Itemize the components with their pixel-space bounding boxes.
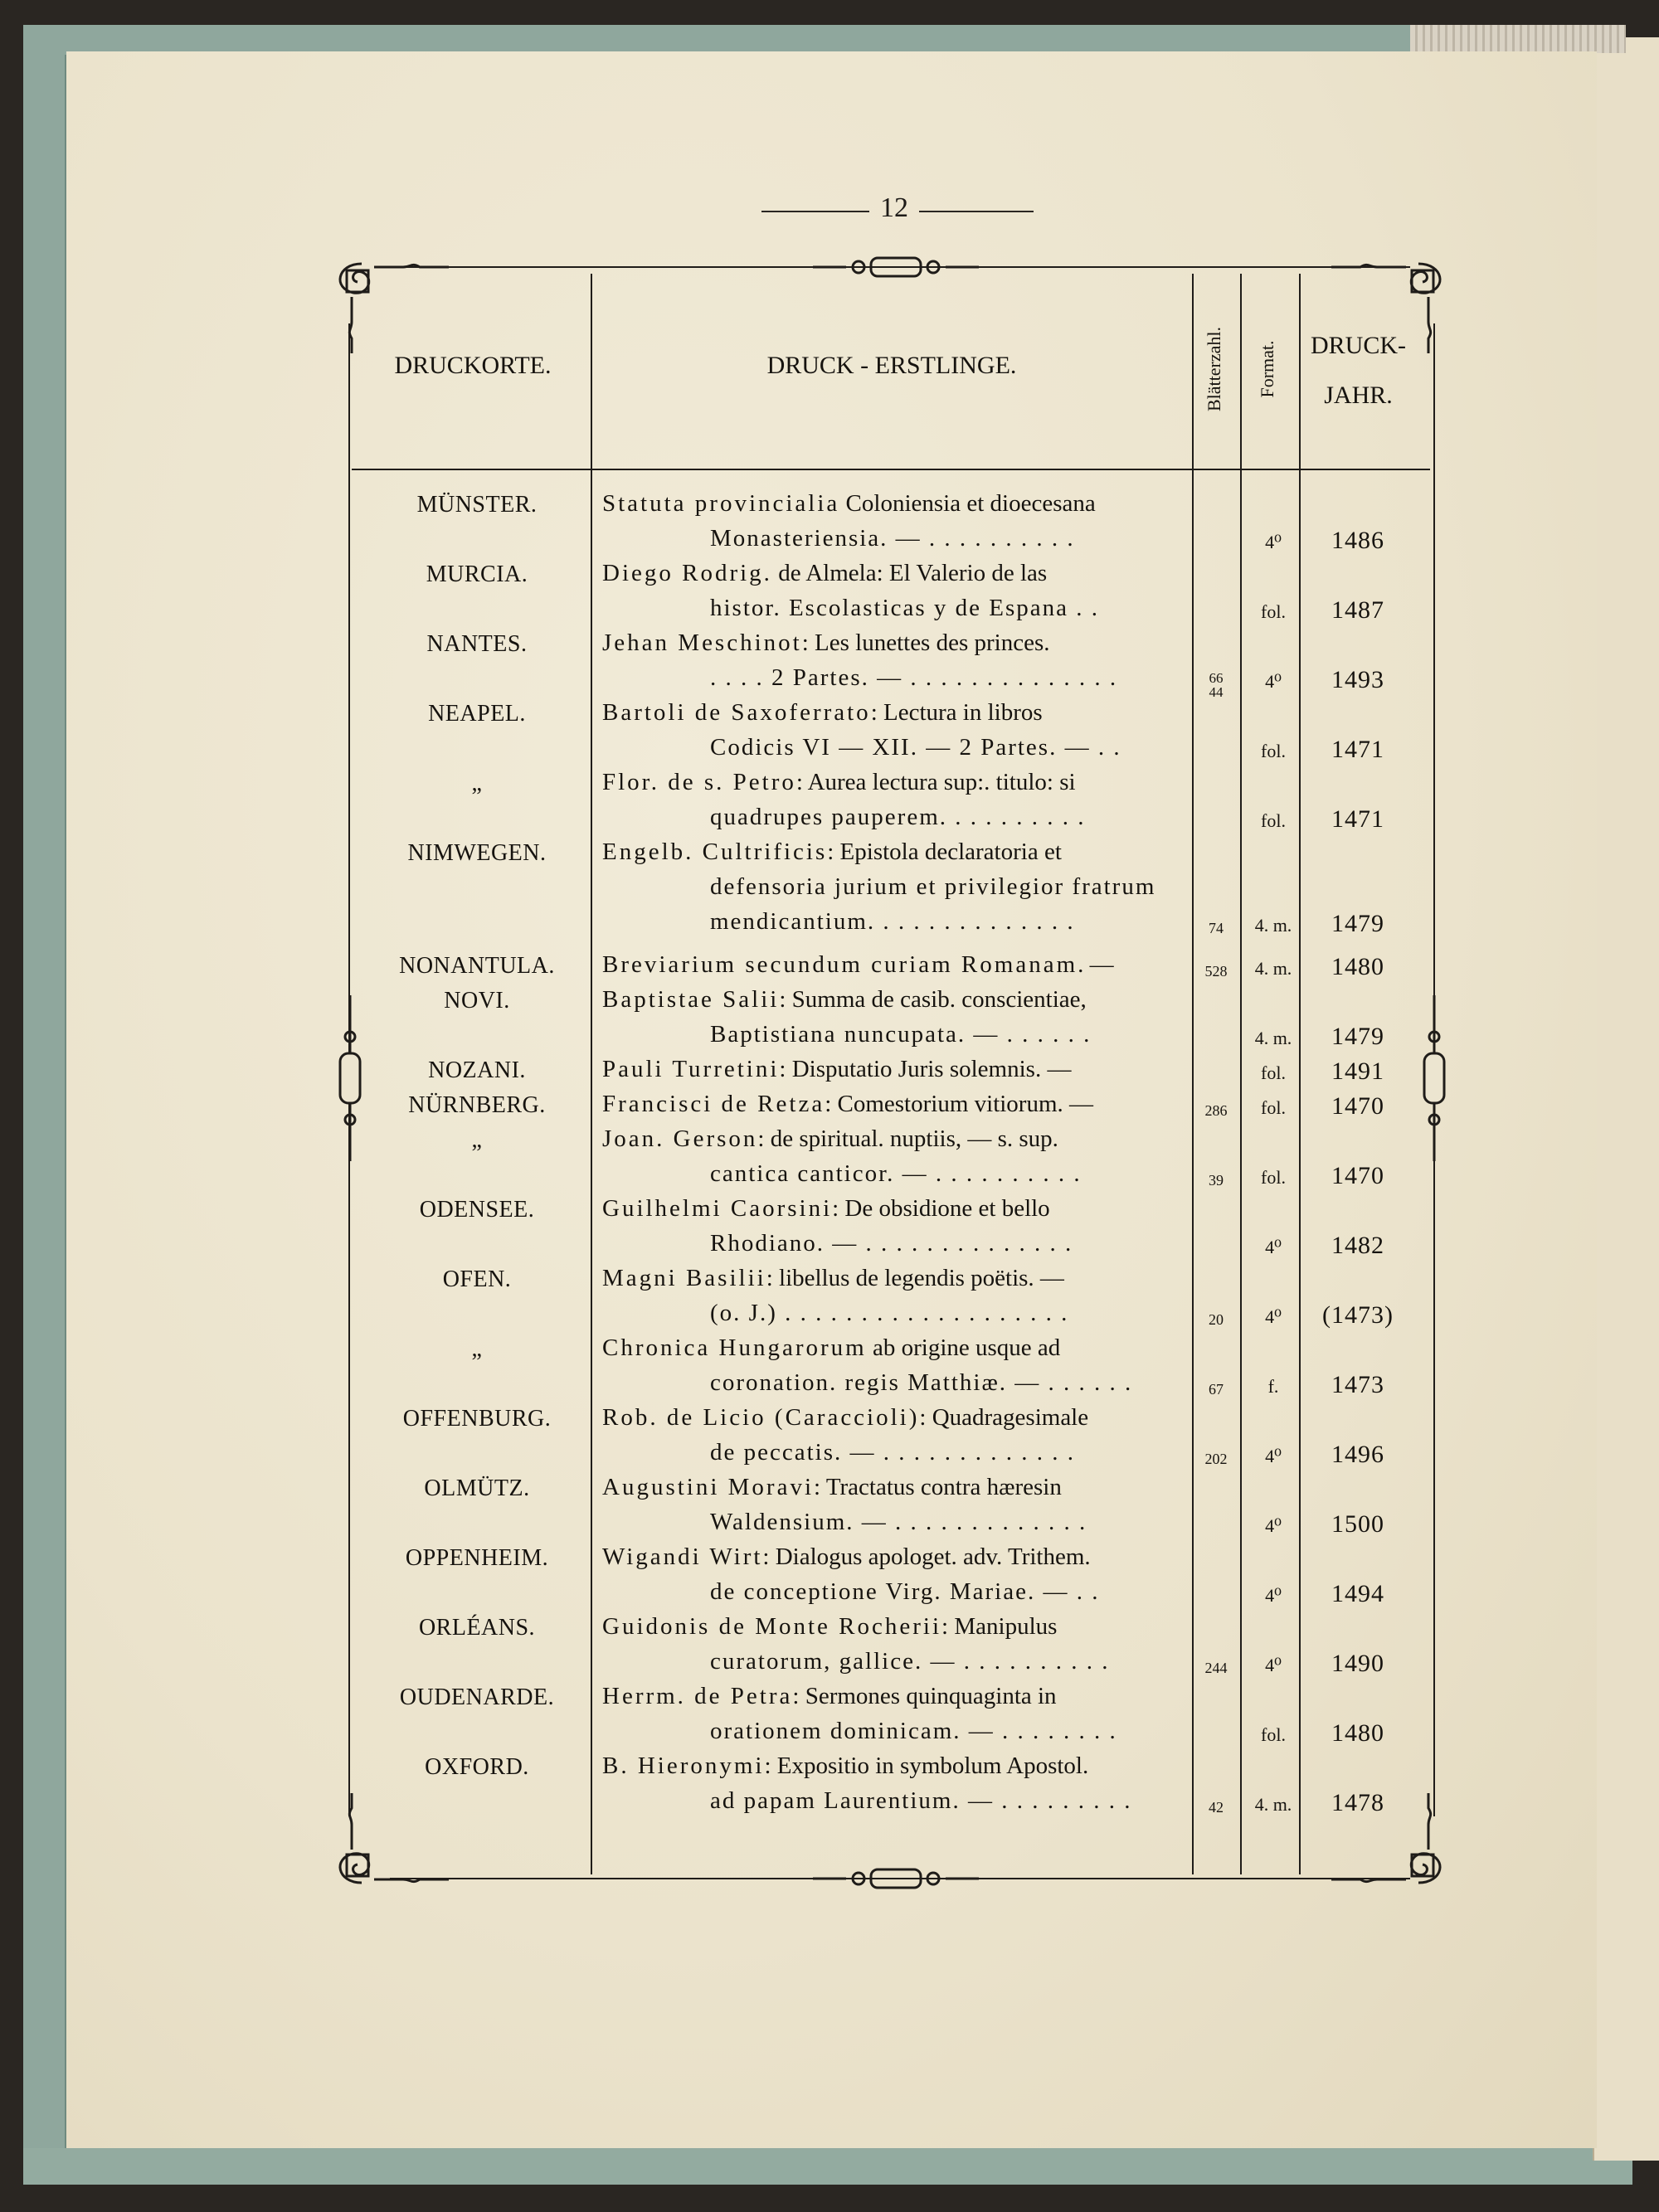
row-format: 4⁰ — [1265, 1585, 1282, 1606]
row-entry-line1 — [602, 1544, 1091, 1571]
row-year: 1478 — [1331, 1789, 1384, 1816]
row-format: fol. — [1261, 741, 1286, 761]
row-format: 4⁰ — [1265, 1655, 1282, 1675]
row-entry-line1 — [602, 1613, 1057, 1641]
row-entry-line1 — [602, 1683, 1057, 1710]
row-entry-continuation: defensoria jurium et privilegior fratrum — [710, 873, 1156, 900]
row-author: Flor. de s. Petro — [602, 769, 796, 795]
row-year: 1471 — [1331, 736, 1384, 763]
corner-ornament-top-left — [328, 247, 453, 355]
row-place: „ — [471, 1127, 483, 1153]
row-place: „ — [471, 1336, 483, 1362]
row-year: 1496 — [1331, 1441, 1384, 1468]
corner-ornament-bottom-left — [328, 1791, 453, 1899]
row-entry-continuation: (o. J.) . . . . . . . . . . . . . . . . . . . — [710, 1300, 1069, 1326]
row-author: Jehan Meschinot — [602, 630, 802, 656]
row-entry-line1 — [602, 1195, 1050, 1223]
book-cover-edge-top — [23, 25, 1433, 55]
row-year: 1486 — [1331, 527, 1384, 554]
row-year: 1480 — [1331, 1719, 1384, 1747]
book-cover-edge-bottom — [23, 2148, 1632, 2185]
row-format: 4. m. — [1254, 958, 1292, 979]
row-entry-line1 — [602, 769, 1076, 796]
header-format: Format. — [1257, 340, 1277, 398]
header-places: DRUCKORTE. — [394, 352, 552, 379]
row-year: 1490 — [1331, 1650, 1384, 1677]
row-format: 4. m. — [1254, 915, 1292, 936]
row-format: fol. — [1261, 810, 1286, 831]
row-place: OXFORD. — [425, 1754, 529, 1780]
row-author: Herrm. de Petra — [602, 1683, 793, 1709]
row-leaves — [1191, 671, 1241, 699]
page-number-rule-right — [919, 211, 1034, 212]
row-entry-line1 — [602, 1125, 1058, 1153]
row-entry-continuation: curatorum, gallice. — . . . . . . . . . . — [710, 1648, 1110, 1675]
row-author: Joan. Gerson — [602, 1125, 758, 1152]
row-year: 1473 — [1331, 1371, 1384, 1398]
row-entry-continuation: histor. Escolasticas y de Espana . . — [710, 595, 1100, 621]
row-entry-continuation: Monasteriensia. — . . . . . . . . . . — [710, 525, 1075, 552]
row-format: 4⁰ — [1265, 671, 1282, 692]
row-entry-line1 — [602, 560, 1047, 587]
row-year: 1471 — [1331, 805, 1384, 833]
header-year-line1: DRUCK- — [1310, 332, 1406, 359]
row-place: NÜRNBERG. — [408, 1092, 546, 1118]
row-author: Chronica Hungarorum — [602, 1334, 867, 1361]
row-entry-line1 — [602, 1474, 1062, 1501]
row-leaves-part1: 66 — [1209, 670, 1224, 686]
row-author: Breviarium secundum curiam Romanam — [602, 951, 1078, 978]
row-year: 1482 — [1331, 1232, 1384, 1259]
row-entry-continuation: . . . . 2 Partes. — . . . . . . . . . . . . . . — [710, 664, 1118, 691]
row-place: NOVI. — [444, 988, 510, 1014]
row-year: (1473) — [1322, 1301, 1394, 1329]
header-year-line2: JAHR. — [1324, 382, 1393, 409]
row-leaves: 20 — [1209, 1311, 1224, 1328]
row-entry-line1 — [602, 1334, 1060, 1362]
row-author: Diego Rodrig. — [602, 560, 772, 586]
row-year: 1494 — [1331, 1580, 1384, 1607]
row-author: Statuta provincialia — [602, 490, 840, 517]
row-year: 1470 — [1331, 1092, 1384, 1120]
row-place: OLMÜTZ. — [424, 1475, 530, 1501]
row-year: 1487 — [1331, 596, 1384, 624]
row-title: : Summa de casib. conscientiae, — [779, 986, 1087, 1013]
row-format: 4⁰ — [1265, 1515, 1282, 1536]
row-place: OFEN. — [442, 1266, 512, 1292]
page-number: 12 — [880, 192, 908, 223]
row-author: Baptistae Salii — [602, 986, 780, 1013]
row-format: fol. — [1261, 1724, 1286, 1745]
row-leaves: 244 — [1204, 1660, 1228, 1676]
row-entry-line1 — [602, 986, 1087, 1014]
row-place: ORLÉANS. — [418, 1615, 536, 1641]
row-entry-continuation: Waldensium. — . . . . . . . . . . . . . — [710, 1509, 1087, 1535]
row-author: Guilhelmi Caorsini — [602, 1195, 833, 1222]
row-entry-continuation: de peccatis. — . . . . . . . . . . . . . — [710, 1439, 1076, 1466]
row-format: 4. m. — [1254, 1794, 1292, 1815]
row-leaves: 67 — [1209, 1381, 1224, 1398]
row-leaves-part2: 44 — [1209, 684, 1224, 700]
row-author: Wigandi Wirt — [602, 1544, 763, 1570]
row-leaves: 42 — [1209, 1799, 1224, 1816]
row-title: . — — [1078, 951, 1114, 978]
row-place: „ — [471, 771, 483, 796]
row-title: : Quadragesimale — [919, 1404, 1089, 1431]
book-cover-edge-left — [23, 25, 67, 2181]
row-year: 1493 — [1331, 666, 1384, 693]
row-place: MURCIA. — [426, 562, 528, 587]
row-entry-continuation: orationem dominicam. — . . . . . . . . — [710, 1718, 1117, 1744]
row-entry-line1 — [602, 1404, 1088, 1432]
row-title: : Epistola declaratoria et — [827, 839, 1062, 865]
column-divider-leaves — [1240, 274, 1242, 1874]
row-place: ODENSEE. — [419, 1197, 535, 1223]
row-entry-line1 — [602, 1265, 1064, 1292]
row-title: : Sermones quinquaginta in — [792, 1683, 1057, 1709]
row-entry-line1 — [602, 630, 1050, 657]
row-entry-line1 — [602, 839, 1062, 866]
row-title: : Lectura in libros — [870, 699, 1043, 726]
row-title: : De obsidione et bello — [832, 1195, 1050, 1222]
row-year: 1470 — [1331, 1162, 1384, 1189]
row-entry-line1 — [602, 1056, 1071, 1083]
row-title: : Tractatus contra hæresin — [814, 1474, 1062, 1500]
row-title: Coloniensia et dioecesana — [839, 490, 1096, 517]
row-entry-continuation: Baptistiana nuncupata. — . . . . . . — [710, 1021, 1092, 1048]
row-format: 4⁰ — [1265, 1237, 1282, 1257]
row-format: 4⁰ — [1265, 1306, 1282, 1327]
row-entry-continuation: coronation. regis Matthiæ. — . . . . . . — [710, 1369, 1133, 1396]
row-title: : Aurea lectura sup:. titulo: si — [795, 769, 1076, 795]
row-format: fol. — [1261, 1062, 1286, 1083]
column-divider-text — [1192, 274, 1194, 1874]
row-entry-continuation: ad papam Laurentium. — . . . . . . . . . — [710, 1787, 1132, 1814]
row-leaves: 528 — [1204, 963, 1228, 980]
row-place: NANTES. — [426, 631, 528, 657]
row-entry-continuation: Rhodiano. — . . . . . . . . . . . . . . — [710, 1230, 1073, 1257]
row-place: NONANTULA. — [399, 953, 555, 979]
row-format: f. — [1267, 1376, 1279, 1397]
row-author: Bartoli de Saxoferrato — [602, 699, 871, 726]
row-year: 1479 — [1331, 1023, 1384, 1050]
row-year: 1500 — [1331, 1510, 1384, 1538]
row-author: Engelb. Cultrificis — [602, 839, 828, 865]
row-entry-line1 — [602, 1091, 1093, 1118]
row-entry-continuation: cantica canticor. — . . . . . . . . . . — [710, 1160, 1082, 1187]
row-author: Guidonis de Monte Rocherii — [602, 1613, 942, 1640]
header-rule — [352, 469, 1430, 470]
row-year: 1479 — [1331, 910, 1384, 937]
center-ornament-top — [813, 253, 979, 281]
header-first-prints: DRUCK - ERSTLINGE. — [766, 352, 1017, 379]
row-format: fol. — [1261, 1097, 1286, 1118]
row-leaves: 74 — [1209, 920, 1224, 936]
side-ornament-right — [1418, 995, 1451, 1161]
row-format: 4⁰ — [1265, 1446, 1282, 1466]
row-author: Rob. de Licio (Caraccioli) — [602, 1404, 920, 1431]
row-title: : Manipulus — [941, 1613, 1058, 1640]
row-format: 4⁰ — [1265, 532, 1282, 552]
row-leaves: 39 — [1209, 1172, 1224, 1189]
row-title: : Dialogus apologet. adv. Trithem. — [762, 1544, 1091, 1570]
row-entry-line1 — [602, 951, 1114, 979]
row-title: : Disputatio Juris solemnis. — — [779, 1056, 1072, 1082]
row-place: OPPENHEIM. — [405, 1545, 549, 1571]
row-year: 1480 — [1331, 953, 1384, 980]
header-leaves: Blätterzahl. — [1204, 327, 1224, 412]
bookmark-ribbon — [1410, 25, 1626, 53]
row-author: Augustini Moravi — [602, 1474, 815, 1500]
row-entry-line1 — [602, 490, 1096, 518]
row-entry-continuation-2: mendicantium. . . . . . . . . . . . . . — [710, 908, 1075, 935]
row-leaves: 202 — [1204, 1451, 1228, 1467]
row-title: ab origine usque ad — [866, 1334, 1061, 1361]
row-place: MÜNSTER. — [416, 492, 538, 518]
facing-page-edge — [1593, 37, 1659, 2161]
center-ornament-bottom — [813, 1864, 979, 1893]
row-place: OUDENARDE. — [399, 1685, 555, 1710]
row-place: NIMWEGEN. — [407, 840, 547, 866]
row-entry-continuation: de conceptione Virg. Mariae. — . . — [710, 1578, 1100, 1605]
row-place: NEAPEL. — [428, 701, 526, 727]
row-author: B. Hieronymi — [602, 1753, 765, 1779]
row-author: Francisci de Retza — [602, 1091, 825, 1117]
row-format: fol. — [1261, 1167, 1286, 1188]
row-leaves: 286 — [1204, 1102, 1228, 1119]
row-author: Magni Basilii — [602, 1265, 766, 1291]
row-title: : Comestorium vitiorum. — — [825, 1091, 1094, 1117]
row-entry-line1 — [602, 1753, 1088, 1780]
row-title: : Expositio in symbolum Apostol. — [764, 1753, 1089, 1779]
row-entry-continuation: Codicis VI — XII. — 2 Partes. — . . — [710, 734, 1121, 761]
row-place: OFFENBURG. — [402, 1406, 552, 1432]
row-format: 4. m. — [1254, 1028, 1292, 1048]
row-title: : Les lunettes des princes. — [801, 630, 1050, 656]
row-place: NOZANI. — [428, 1057, 526, 1083]
row-year: 1491 — [1331, 1057, 1384, 1085]
row-title: de Almela: El Valerio de las — [771, 560, 1048, 586]
row-entry-continuation: quadrupes pauperem. . . . . . . . . . — [710, 804, 1086, 830]
row-format: fol. — [1261, 601, 1286, 622]
row-title: : de spiritual. nuptiis, — s. sup. — [757, 1125, 1058, 1152]
row-author: Pauli Turretini — [602, 1056, 780, 1082]
row-title: : libellus de legendis poëtis. — — [766, 1265, 1064, 1291]
row-entry-line1 — [602, 699, 1043, 727]
